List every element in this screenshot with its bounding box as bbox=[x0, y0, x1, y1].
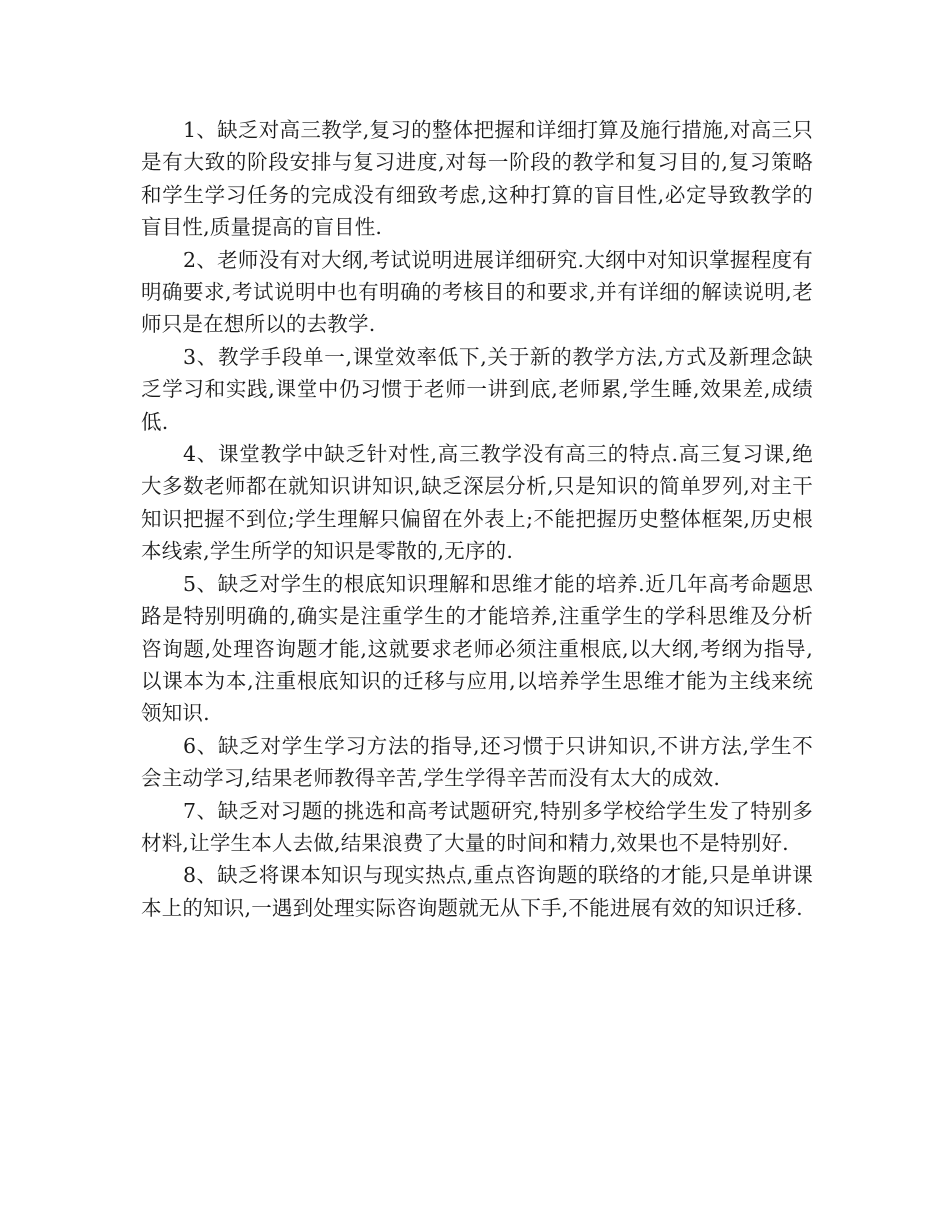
paragraph-7: 7、缺乏对习题的挑选和高考试题研究,特别多学校给学生发了特别多材料,让学生本人去做,结果浪费了大量的时间和精力,效果也不是特别好. bbox=[141, 798, 813, 855]
paragraph-8: 8、缺乏将课本知识与现实热点,重点咨询题的联络的才能,只是单讲课本上的知识,一遇到处理实际咨询题就无从下手,不能进展有效的知识迁移. bbox=[141, 863, 813, 920]
paragraph-4: 4、课堂教学中缺乏针对性,高三教学没有高三的特点.高三复习课,绝大多数老师都在就知识讲知识,缺乏深层分析,只是知识的简单罗列,对主干知识把握不到位;学生理解只偏留在外表上;不能把握历史整体框架,历史根本线索,学生所学的知识是零散的,无序的. bbox=[141, 442, 813, 564]
paragraph-1: 1、缺乏对高三教学,复习的整体把握和详细打算及施行措施,对高三只是有大致的阶段安排与复习进度,对每一阶段的教学和复习目的,复习策略和学生学习任务的完成没有细致考虑,这种打算的盲目性,必定导致教学的盲目性,质量提高的盲目性. bbox=[141, 118, 813, 240]
paragraph-5: 5、缺乏对学生的根底知识理解和思维才能的培养.近几年高考命题思路是特别明确的,确实是注重学生的才能培养,注重学生的学科思维及分析咨询题,处理咨询题才能,这就要求老师必须注重根底,以大纲,考纲为指导,以课本为本,注重根底知识的迁移与应用,以培养学生思维才能为主线来统领知识. bbox=[141, 571, 813, 726]
paragraph-2: 2、老师没有对大纲,考试说明进展详细研究.大纲中对知识掌握程度有明确要求,考试说明中也有明确的考核目的和要求,并有详细的解读说明,老师只是在想所以的去教学. bbox=[141, 247, 813, 337]
paragraph-6: 6、缺乏对学生学习方法的指导,还习惯于只讲知识,不讲方法,学生不会主动学习,结果老师教得辛苦,学生学得辛苦而没有太大的成效. bbox=[141, 733, 813, 791]
document-body bbox=[141, 114, 813, 924]
paragraph-3: 3、教学手段单一,课堂效率低下,关于新的教学方法,方式及新理念缺乏学习和实践,课堂中仍习惯于老师一讲到底,老师累,学生睡,效果差,成绩低. bbox=[141, 344, 813, 434]
